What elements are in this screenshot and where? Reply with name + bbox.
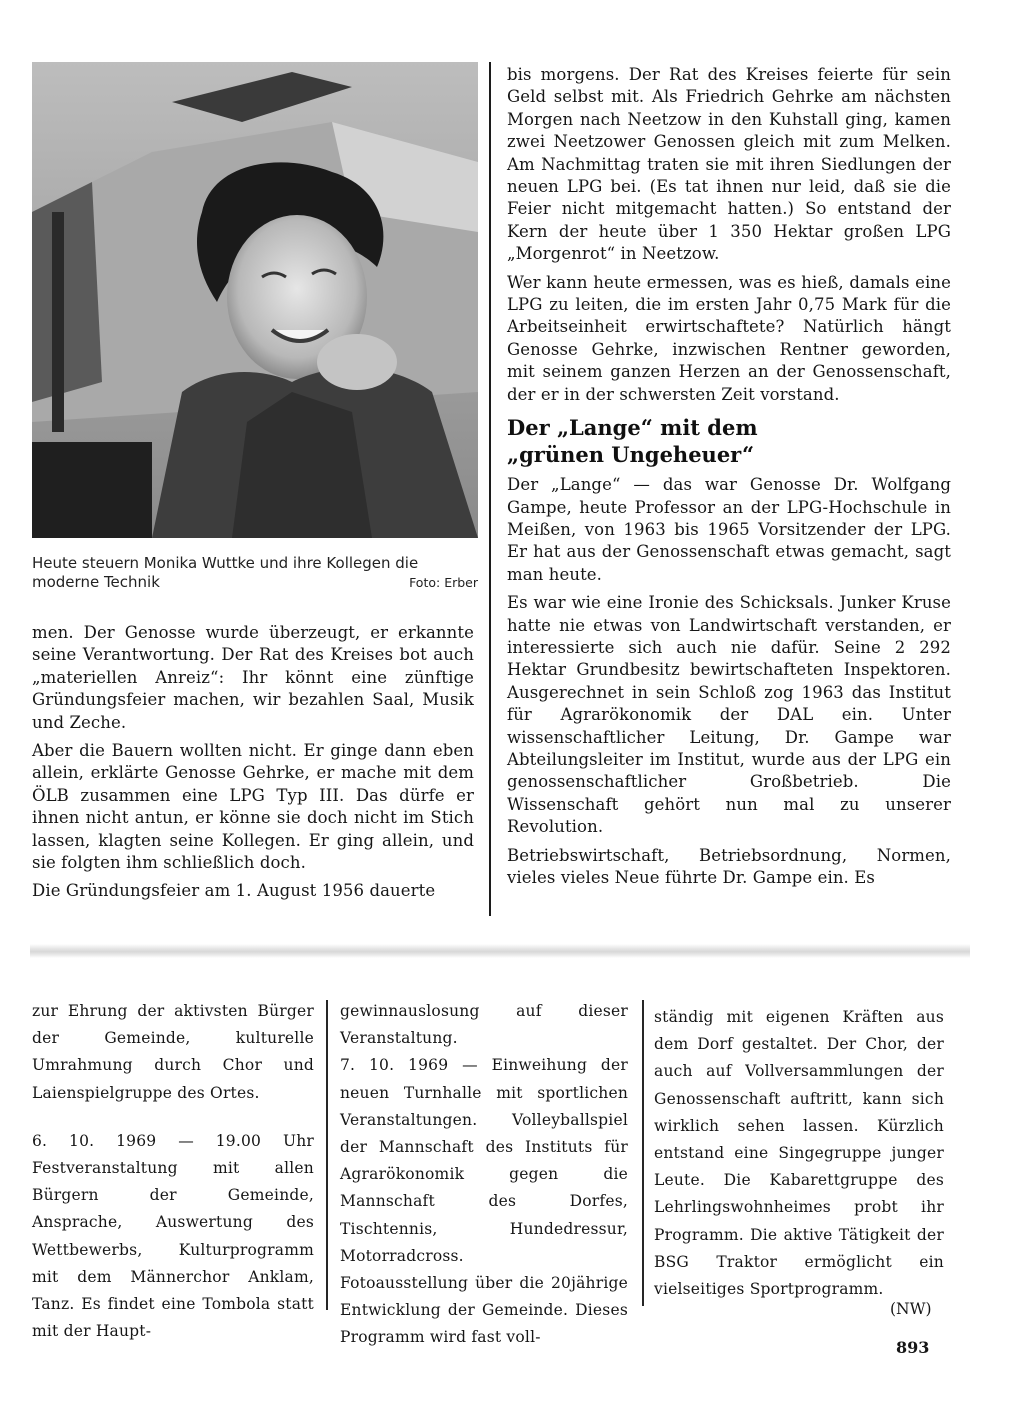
paragraph: gewinnauslosung auf dieser Veranstaltung. (340, 1002, 628, 1048)
photo-caption (32, 554, 478, 592)
column-rule (642, 1000, 644, 1306)
column-rule (326, 1000, 328, 1310)
heading-line: Der „Lange“ mit dem (507, 415, 758, 441)
paragraph: 6. 10. 1969 — 19.00 Uhr Festveranstaltung mit allen Bürgern der Gemeinde, Ansprache, Auswertung des Wettbewerbs, Kulturprogramm mit dem Männerchor Anklam, Tanz. Es findet eine Tombola statt mit der Haupt- (32, 1131, 314, 1341)
paragraph: men. Der Genosse wurde überzeugt, er erkannte seine Verantwortung. Der Rat des Kreises bot auch „materiellen Anreiz“: Ihr könnt eine zünftige Gründungsfeier machen, wir bezahlen Saal, Musik und Zeche. (32, 623, 474, 732)
paragraph: 7. 10. 1969 — Einweihung der neuen Turnhalle mit sportlichen Veranstaltungen. Volleyballspiel der Mannschaft des Instituts für Agrarökonomik gegen die Mannschaft des Dorfes, Tischtennis, Hundedressur, Motorradcross. (340, 1056, 628, 1265)
portrait-photo-drawing (32, 62, 478, 538)
paragraph: zur Ehrung der aktivsten Bürger der Gemeinde, kulturelle Umrahmung durch Chor und Laienspielgruppe des Ortes. (32, 1002, 314, 1102)
page-number: 893 (896, 1338, 930, 1357)
portrait-photo (32, 62, 478, 538)
left-column-top (32, 622, 474, 903)
bottom-column-2 (340, 998, 628, 1352)
heading-line: „grünen Ungeheuer“ (507, 442, 755, 468)
paragraph: Betriebswirtschaft, Betriebsordnung, Normen, vieles vieles Neue führte Dr. Gampe ein. Es (507, 845, 951, 887)
paragraph: Fotoausstellung über die 20jährige Entwicklung der Gemeinde. Dieses Programm wird fast voll- (340, 1274, 628, 1347)
section-heading (507, 414, 951, 468)
paragraph: Der „Lange“ — das war Genosse Dr. Wolfgang Gampe, heute Professor an der LPG-Hochschule in Meißen, von 1963 bis 1965 Vorsitzender der LPG. Er hat aus der Genossenschaft etwas gemacht, sagt man heute. (507, 475, 951, 584)
author-signature: (NW) (890, 1300, 932, 1318)
photo-credit: Foto: Erber (409, 575, 478, 590)
paragraph: bis morgens. Der Rat des Kreises feierte für sein Geld selbst mit. Als Friedrich Gehrke am nächsten Morgen nach Neetzow in den Kuhstall ging, kamen zwei Neetzower Genossen gleich mit zum Melken. Am Nachmittag traten sie mit ihren Siedlungen der neuen LPG bei. (Es tat ihnen nur leid, daß sie die Feier nicht mitgemacht hatten.) So entstand der Kern der heute über 1 350 Hektar großen LPG „Morgenrot“ in Neetzow. (507, 65, 951, 264)
paragraph: Die Gründungsfeier am 1. August 1956 dauerte (32, 881, 436, 901)
caption-text: Heute steuern Monika Wuttke und ihre Kollegen die moderne Technik (32, 554, 419, 591)
paragraph: Es war wie eine Ironie des Schicksals. Junker Kruse hatte nie etwas von Landwirtschaft verstanden, er interessierte sich auch nie dafür. Seine 2 292 Hektar Grundbesitz bewirtschafteten Inspektoren. Ausgerechnet in sein Schloß zog 1963 das Institut für Agrarökonomik der DAL ein. Unter wissenschaftlicher Leitung, Dr. Gampe war Abteilungsleiter im Institut, wurde aus der LPG ein genossenschaftlicher Großbetrieb. Die Wissenschaft gehört nun mal zu unserer Revolution. (507, 593, 951, 837)
paragraph: ständig mit eigenen Kräften aus dem Dorf gestaltet. Der Chor, der auch auf Vollversammlungen der Genossenschaft auftritt, kann sich wirklich sehen lassen. Kürzlich entstand eine Singegruppe junger Leute. Die Kabarettgruppe des Lehrlingswohnheimes probt ihr Programm. Die aktive Tätigkeit der BSG Traktor ermöglicht ein vielseitiges Sportprogramm. (654, 1008, 944, 1299)
paragraph: Wer kann heute ermessen, was es hieß, damals eine LPG zu leiten, die im ersten Jahr 0,75 Mark für die Arbeitseinheit erwirtschaftete? Natürlich hängt Genosse Gehrke, inzwischen Rentner geworden, mit seinem ganzen Herzen an der Genossenschaft, der er in der schwersten Zeit vorstand. (507, 272, 951, 404)
bottom-column-3 (654, 1004, 944, 1303)
right-column-top (507, 64, 951, 889)
paragraph: Aber die Bauern wollten nicht. Er ginge dann eben allein, erklärte Genosse Gehrke, er mache mit dem ÖLB zusammen eine LPG Typ III. Das dürfe er ihnen nicht antun, er könne sie doch nicht im Stich lassen, klagten seine Kollegen. Er ging allein, und sie folgten ihm schließlich doch. (32, 741, 474, 873)
column-rule (489, 62, 491, 916)
bottom-column-1 (32, 998, 314, 1345)
section-divider (30, 944, 970, 958)
